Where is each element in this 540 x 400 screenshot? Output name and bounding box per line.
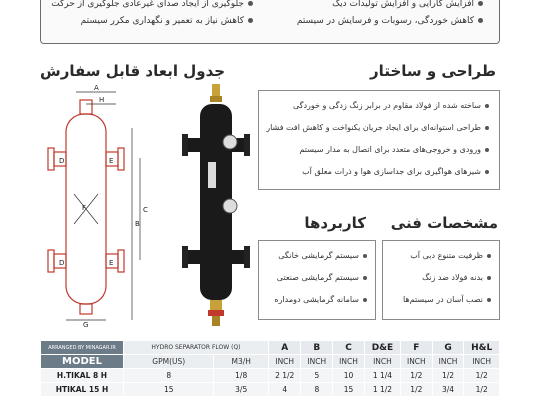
table-cell: 15 (333, 383, 365, 397)
application-item: سیستم گرمایشی خانگی (278, 251, 367, 260)
feature-item: شیرهای هواگیری برای جداسازی هوا و ذرات معلق آب (302, 167, 489, 176)
table-cell: 8 (124, 369, 214, 383)
col-g: G (432, 341, 464, 355)
bullet-icon (485, 170, 489, 174)
table-row (41, 383, 500, 397)
table-cell: 1/2 (432, 369, 464, 383)
col-hl: H&L (464, 341, 500, 355)
spec-item: بدنه فولاد ضد زنگ (422, 273, 491, 282)
dimensions-heading: جدول ابعاد قابل سفارش (40, 62, 226, 80)
hydro-separator-image (178, 84, 254, 328)
design-features-box (258, 90, 500, 190)
unit-inch: INCH (432, 355, 464, 369)
dim-label: E (109, 157, 114, 165)
bullet-icon (248, 18, 253, 23)
dimension-diagram (36, 84, 156, 328)
dim-label: B (135, 220, 140, 228)
design-heading: طراحی و ساختار (370, 62, 496, 80)
benefit-item: افزایش کارایی و افزایش تولیدات دیگ (332, 0, 483, 9)
col-c: C (333, 341, 365, 355)
table-cell: 1/2 (464, 383, 500, 397)
table-cell: 15 (124, 383, 214, 397)
dim-label: E (109, 259, 114, 267)
table-cell: 1/2 (401, 383, 433, 397)
flow-header: HYDRO SEPARATOR FLOW (Q) (124, 341, 269, 355)
table-cell: 1/2 (464, 369, 500, 383)
dim-label: G (83, 321, 89, 328)
table-cell: 1/2 (401, 369, 433, 383)
table-cell: 3/5 (214, 383, 268, 397)
unit-inch: INCH (364, 355, 400, 369)
feature-item: ورودی و خروجی‌های متعدد برای اتصال به مدار سیستم (299, 145, 489, 154)
col-de: D&E (364, 341, 400, 355)
application-item: سیستم گرمایشی صنعتی (277, 273, 367, 282)
feature-item: ساخته شده از فولاد مقاوم در برابر زنگ زدگی و خوردگی (293, 101, 489, 110)
applications-heading: کاربردها (304, 214, 366, 232)
dim-label: F (82, 204, 87, 212)
table-cell: 8 (301, 383, 333, 397)
unit-inch: INCH (301, 355, 333, 369)
bullet-icon (485, 126, 489, 130)
spec-item: ظرفیت متنوع دبی آب (410, 251, 491, 260)
specs-box (382, 240, 500, 320)
bullet-icon (363, 254, 367, 258)
table-cell: 5 (301, 369, 333, 383)
dim-label: H (99, 96, 105, 104)
model-cell: HTIKAL 15 H (41, 383, 124, 397)
dim-label: D (59, 157, 65, 165)
spec-item: نصب آسان در سیستم‌ها (403, 295, 491, 304)
dimensions-table (40, 340, 500, 397)
unit-inch: INCH (401, 355, 433, 369)
unit-inch: INCH (268, 355, 301, 369)
table-cell: 2 1/2 (268, 369, 301, 383)
specs-heading: مشخصات فنی (390, 214, 498, 232)
benefit-item: جلوگیری از ایجاد صدای غیرعادی جلوگیری از حرکت (51, 0, 253, 9)
bullet-icon (363, 298, 367, 302)
applications-box (258, 240, 376, 320)
bullet-icon (363, 276, 367, 280)
arranged-by-label: ARRANGED BY MINAGAR.IR (41, 341, 124, 355)
feature-item: طراحی استوانه‌ای برای ایجاد جریان یکنواخت و کاهش افت فشار (266, 123, 489, 132)
col-a: A (268, 341, 301, 355)
bullet-icon (485, 148, 489, 152)
col-b: B (301, 341, 333, 355)
model-header: MODEL (41, 355, 124, 369)
unit-inch: INCH (464, 355, 500, 369)
bullet-icon (485, 104, 489, 108)
dim-label: C (143, 206, 148, 214)
bullet-icon (478, 1, 483, 6)
model-cell: H.TIKAL 8 H (41, 369, 124, 383)
bullet-icon (487, 276, 491, 280)
bullet-icon (248, 1, 253, 6)
table-cell: 1 1/4 (364, 369, 400, 383)
benefit-item: کاهش نیاز به تعمیر و نگهداری مکرر سیستم (81, 16, 253, 26)
gpm-header: GPM(US) (124, 355, 214, 369)
dim-label: D (59, 259, 65, 267)
application-item: سامانه گرمایشی دومداره (274, 295, 367, 304)
bullet-icon (478, 18, 483, 23)
dim-label: A (94, 84, 99, 92)
table-row (41, 369, 500, 383)
unit-inch: INCH (333, 355, 365, 369)
table-cell: 1/8 (214, 369, 268, 383)
bullet-icon (487, 254, 491, 258)
table-cell: 1 1/2 (364, 383, 400, 397)
m3h-header: M3/H (214, 355, 268, 369)
table-cell: 4 (268, 383, 301, 397)
benefits-box (40, 0, 500, 44)
col-f: F (401, 341, 433, 355)
benefit-item: کاهش خوردگی، رسوبات و فرسایش در سیستم (297, 16, 483, 26)
bullet-icon (487, 298, 491, 302)
table-cell: 3/4 (432, 383, 464, 397)
table-cell: 10 (333, 369, 365, 383)
